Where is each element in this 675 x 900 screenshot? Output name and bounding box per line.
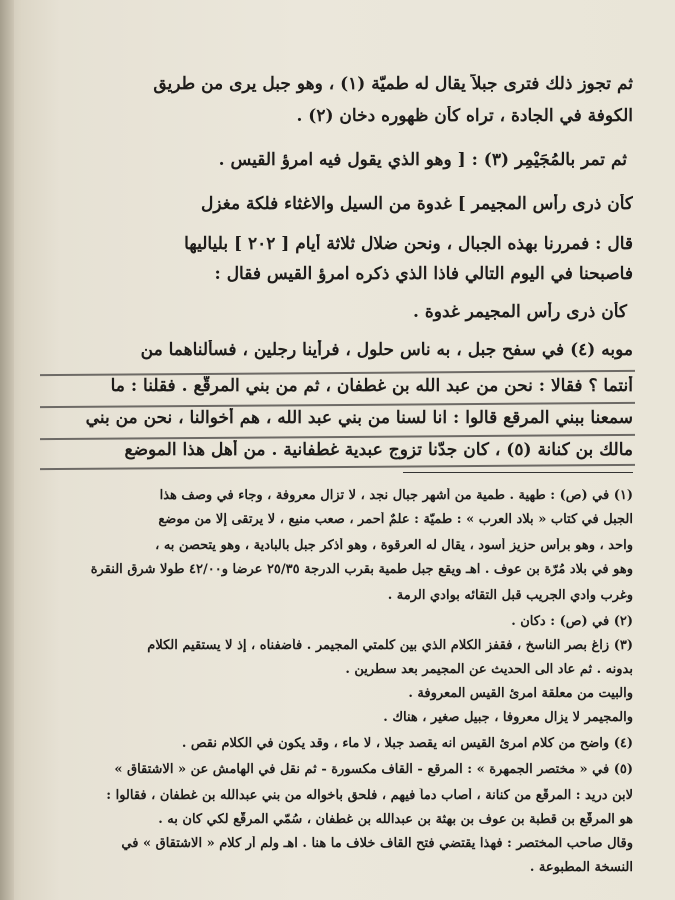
footnote-line-3: واحد ، وهو برأس حزيز أسود ، يقال له العرقوة ، وهو أذكر جبل بالبادية ، وهو يتحصن به ، — [155, 538, 633, 553]
main-line-7: كأن ذرى رأس المجيمر غدوة . — [412, 302, 627, 322]
footnote-line-5: وغرب وادي الجريب قبل التقائه بوادي الرمة . — [387, 588, 633, 603]
footnote-line-2: الجبل في كتاب « بلاد العرب » : طميّة : علمٌ أحمر ، صعب منيع ، لا يرتقى إلا من موضع — [158, 512, 633, 527]
main-line-10: سمعنا ببني المرقع قالوا : انا لسنا من بني عبد الله ، هم أخوالنا ، نحن من بني — [85, 408, 633, 428]
main-line-9: أنتما ؟ فقالا : نحن من عبد الله بن غطفان ، ثم من بني المرقّع . فقلنا : ما — [110, 376, 633, 396]
main-line-4: كأن ذرى رأس المجيمر ] غدوة من السيل والاغثاء فلكة مغزل — [201, 194, 633, 214]
footnote-line-15: وقال صاحب المختصر : فهذا يقتضي فتح القاف خلاف ما هنا . اهـ ولم أر كلام « الاشتقاق » في — [121, 836, 633, 851]
footnote-separator — [403, 472, 633, 473]
main-line-2: الكوفة في الجادة ، تراه كأن ظهوره دخان (٢) . — [296, 106, 633, 126]
footnote-line-6: (٢) في (ص) : دكان . — [511, 614, 633, 629]
underline-rule — [40, 464, 635, 470]
footnote-line-13: لابن دريد : المرقِّع من كنانة ، أصاب دماً فيهم ، فلحق بأخواله من بني عبدالله بن غطفان ، فقالوا : — [106, 788, 633, 803]
footnote-line-11: (٤) واضح من كلام امرئ القيس انه يقصد جبلا ، لا ماء ، وقد يكون في الكلام نقص . — [181, 736, 633, 751]
main-line-5: قال : فمررنا بهذه الجبال ، ونحن ضلال ثلاثة أيام [ ٢٠٢ ] بلياليها — [184, 234, 633, 254]
footnote-line-4: وهو في بلاد مُرّة بن عوف . اهـ ويقع جبل طمية بقرب الدرجة ٢٥/٣٥ عرضا و٤٢/٠٠ طولا شرق النقرة — [90, 562, 633, 577]
main-line-11: مالك بن كنانة (٥) ، كان جدّنا تزوج عبدية غطفانية . من أهل هذا الموضع — [124, 440, 633, 460]
main-line-1: ثم تجوز ذلك فترى جبلاً يقال له طميّة (١) ، وهو جبل يرى من طريق — [153, 74, 633, 94]
main-line-8: موبه (٤) في سفح جبل ، به ناس حلول ، فرأينا رجلين ، فسألناهما من — [140, 340, 633, 360]
footnote-line-8: بدونه . ثم عاد الى الحديث عن المجيمر بعد سطرين . — [345, 662, 633, 677]
footnote-line-1: (١) في (ص) : طهية . طمية من أشهر جبال نجد ، لا تزال معروفة ، وجاء في وصف هذا — [159, 488, 633, 503]
book-spine — [0, 0, 14, 900]
footnote-line-14: هو المرقّع بن قطبة بن عوف بن بهثة بن عبدالله بن غطفان ، سُمّي المرقّع لكي كان به . — [158, 812, 633, 827]
footnote-line-10: والمجيمر لا يزال معروفا ، جبيل صغير ، هناك . — [383, 710, 633, 725]
main-line-6: فاصبحنا في اليوم التالي فاذا الذي ذكره امرؤ القيس فقال : — [214, 264, 633, 284]
footnote-line-16: النسخة المطبوعة . — [529, 860, 633, 875]
footnote-line-9: والبيت من معلقة امرئ القيس المعروفة . — [408, 686, 633, 701]
footnote-line-7: (٣) زاغ بصر الناسخ ، فقفز الكلام الذي بين كلمتي المجيمر . فأضفناه ، إذ لا يستقيم الكلام — [147, 638, 633, 653]
main-line-3: ثم تمر بالمُجَيْمِر (٣) : [ وهو الذي يقول فيه امرؤ القيس . — [218, 150, 627, 170]
footnote-line-12: (٥) في « مختصر الجمهرة » : المرقع - القاف مكسورة - ثم نقل في الهامش عن « الاشتقاق » — [114, 762, 633, 777]
